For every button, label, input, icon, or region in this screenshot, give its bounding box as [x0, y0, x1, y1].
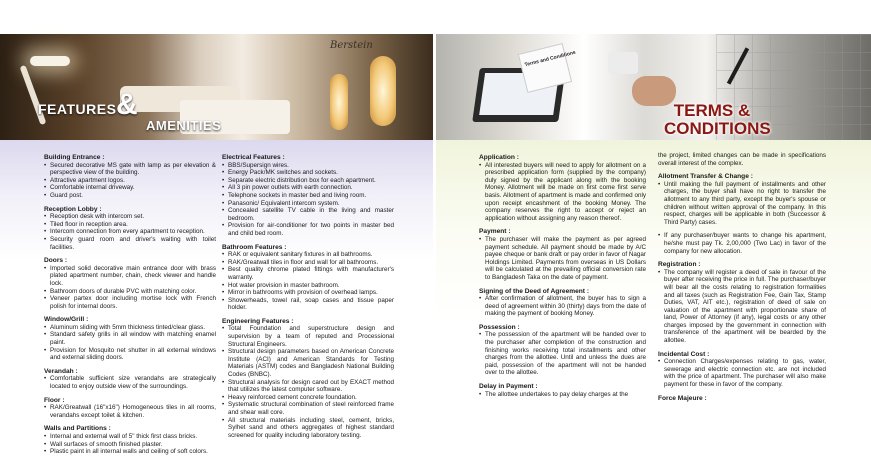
- section: [44, 257, 216, 310]
- bullet-item: • Separate electric distribution box for each apartment.: [222, 177, 394, 185]
- terms-content: [436, 140, 871, 441]
- desk-lamp-icon: [30, 56, 70, 66]
- features-content: [0, 140, 433, 456]
- section-title: Signing of the Deed of Agreement :: [479, 287, 590, 295]
- bullet-item: • Structural analysis for design cared out by EXACT method that utilizes the latest computer software.: [222, 379, 394, 394]
- bullet-item: • Total Foundation and superstructure design and supervision by a team of reputed and Processional Structural Engineers.: [222, 325, 394, 348]
- section: [658, 232, 826, 255]
- section-title: Electrical Features :: [222, 154, 285, 161]
- section-title: Possession :: [479, 323, 520, 331]
- terms-banner: [436, 34, 871, 140]
- shirt-cuff-graphic: [608, 52, 638, 74]
- bullet-item: • Provision for air-conditioner for two points in master bed and child bed room.: [222, 222, 394, 237]
- brand-label: Berstein: [330, 40, 373, 51]
- document-title: Terms and Conditions: [524, 49, 577, 69]
- bullet-item: • All 3 pin power outlets with earth connection.: [222, 184, 394, 192]
- section: [44, 397, 216, 420]
- bullet-item: • Secured decorative MS gate with lamp as per elevation & perspective view of the building.: [44, 162, 216, 177]
- bullet-item: • Comfortable internal driveway.: [44, 184, 216, 192]
- bullet-item: • All structural materials including steel, cement, bricks, Sylhet sand and others aggregates of highest standard screened for quality including laboratory testing.: [222, 417, 394, 440]
- bullet-item: • RAK/Greatwall (16"x16") Homogeneous tiles in all rooms, verandahs except toilet & kitchen.: [44, 404, 216, 419]
- section-title: Engineering Features :: [222, 317, 294, 325]
- bullet-item: • The possession of the apartment will be handed over to the purchaser after completion of the construction and finishing works receiving total installments and other charges from the allottee. Until and unless the dues are paid, possession of the apartment will not be handed over to the allottee.: [479, 331, 646, 377]
- bullet-item: • BBS/Supersign wires.: [222, 162, 394, 170]
- bullet-item: • Systematic structural combination of steel reinforced frame and shear wall core.: [222, 401, 394, 416]
- section: [658, 261, 826, 345]
- bullet-item: • Reception desk with intercom set.: [44, 213, 216, 221]
- terms-title-line2: CONDITIONS: [664, 119, 771, 138]
- bullet-item: • The allottee undertakes to pay delay charges at the: [479, 391, 646, 399]
- section: [658, 351, 826, 389]
- section-title: Window/Grill :: [44, 316, 89, 324]
- terms-column-2: [658, 152, 826, 408]
- ampersand-title: &: [116, 88, 138, 121]
- bullet-item: • Energy Pack/MK switches and sockets.: [222, 169, 394, 177]
- section: [44, 154, 216, 200]
- section: [222, 318, 394, 440]
- bullet-item: • Attractive apartment logos.: [44, 177, 216, 185]
- features-column-1: [44, 154, 216, 462]
- table-lamp-icon: [370, 56, 396, 126]
- features-banner: [0, 34, 433, 140]
- section-title: Force Majeure :: [658, 394, 707, 402]
- bullet-item: • Connection Charges/expenses relating to gas, water, sewerage and electric connection etc. are not included with the price of apartment. The purchaser will also make payment for these in favor of the company.: [658, 358, 826, 388]
- section-title: Delay in Payment :: [479, 383, 538, 391]
- bullet-item: • Intercom connection from every apartment to reception.: [44, 228, 216, 236]
- bullet-item: • All interested buyers will need to apply for allotment on a prescribed application form (supplied by the company) duly signed by the applicant along with the booking Money. Allotment will be made on first come first serve basis. Allotment of apartment is made and confirmed only upon receipt encashment of the booking Money. The company reserves the right to accept or reject an application without assigning any reason thereof.: [479, 162, 646, 223]
- section: [479, 324, 646, 377]
- bullet-item: • Plastic paint in all internal walls and ceiling of soft colors.: [44, 448, 216, 456]
- bullet-item: • Tiled floor in reception area.: [44, 221, 216, 229]
- bullet-item: • Standard safety grills in all window with matching enamel paint.: [44, 331, 216, 346]
- section-title: Reception Lobby :: [44, 205, 102, 213]
- section: [479, 154, 646, 222]
- paragraph: the project, limited changes can be made in specifications overall interest of the complex.: [658, 152, 826, 167]
- amenities-title: AMENITIES: [146, 118, 222, 133]
- section: [44, 206, 216, 252]
- terms-title-line1: TERMS &: [673, 101, 751, 120]
- bullet-item: • Panasonic/ Equivalent intercom system.: [222, 200, 394, 208]
- section: [222, 154, 394, 238]
- bullet-item: • Concealed satellite TV cable in the living and master bedroom.: [222, 207, 394, 222]
- section: [658, 395, 826, 403]
- terms-column-1: [479, 154, 646, 404]
- bullet-item: • Comfortable sufficient size verandahs are strategically located to enjoy outside view of the surroundings.: [44, 375, 216, 390]
- bullet-item: • Wall surfaces of smooth finished plaster.: [44, 441, 216, 449]
- bullet-item: • Best quality chrome plated fittings with manufacturer's warranty.: [222, 266, 394, 281]
- section-title: Bathroom Features :: [222, 243, 287, 251]
- section-title: Verandah :: [44, 367, 78, 375]
- bullet-item: • The company will register a deed of sale in favour of the buyer after receiving the price in full. The purchaser/buyer will bear all the costs relating to registration formalities and all taxes (such as Registration Fee, Gain Tax, Stamp Duties, VAT, AIT etc.), registration of deed of sale on valuation of the apartment with proportionate share of land, Power of Attorney (if any), legal costs or any other charges imposed by the government in connection with transference of the apartment will be bearded by the allottee.: [658, 269, 826, 345]
- bullet-item: • Bathroom doors of durable PVC with matching color.: [44, 288, 216, 296]
- bullet-item: • Aluminum sliding with 5mm thickness tinted/clear glass.: [44, 324, 216, 332]
- bullet-item: • Veneer partex door including mortise lock with French polish for internal doors.: [44, 295, 216, 310]
- bullet-item: • Imported solid decorative main entrance door with brass plated apartment number, chain, check viewer and handle lock.: [44, 265, 216, 288]
- bullet-item: • RAK or equivalent sanitary fixtures in all bathrooms.: [222, 251, 394, 259]
- bullet-item: • After confirmation of allotment, the buyer has to sign a deed of agreement within 30 (thirty) days from the date of making the payment of booking Money.: [479, 295, 646, 318]
- section-title: Allotment Transfer & Change :: [658, 173, 753, 181]
- bullet-item: • Showerheads, towel rail, soap cases and tissue paper holder.: [222, 297, 394, 312]
- bullet-item: • Structural design parameters based on American Concrete Institute (ACI) and American Standards for Testing Materials (ASTM) codes and Bangladesh National Building Codes (BNBC).: [222, 348, 394, 378]
- bullet-item: • Guard post.: [44, 192, 216, 200]
- bullet-item: • Hot water provision in master bathroom.: [222, 282, 394, 290]
- bullet-item: • Security guard room and driver's waiting with toilet facilities.: [44, 236, 216, 251]
- bullet-item: • Provision for Mosquito net shutter in all external windows and external sliding doors.: [44, 347, 216, 362]
- section: [658, 173, 826, 226]
- bullet-item: • Heavy reinforced cement concrete foundation.: [222, 394, 394, 402]
- floor-lamp-icon: [330, 74, 348, 130]
- section-title: Floor :: [44, 396, 65, 404]
- section-title: Incidental Cost :: [658, 350, 710, 358]
- section: [222, 244, 394, 312]
- bullet-item: • If any purchaser/buyer wants to change his apartment, he/she must pay Tk. 2,00,000 (Two Lac) in favor of the company for new allocation.: [658, 232, 826, 255]
- section: [44, 368, 216, 391]
- section: [658, 152, 826, 167]
- bullet-item: • Telephone sockets in master bed and living room.: [222, 192, 394, 200]
- bullet-item: • The purchaser will make the payment as per agreed payment schedule. All payment should be made by A/C payee cheque or bank draft or pay order in favor of Nagar Holdings Limited. Payments from overseas in US Dollars will be calculated at the prevailing official conversion rate to Bangladesh Taka on the date of payment.: [479, 236, 646, 282]
- top-margin: [0, 0, 871, 34]
- section-title: Walls and Partitions :: [44, 425, 111, 433]
- bullet-item: • Until making the full payment of installments and other charges, the buyer shall have no right to transfer the allotment to any third party, except the buyer's spouse or children without written approval of the company. In this respect, charges will be applicable in both (Successor & Third Party) cases.: [658, 181, 826, 227]
- section-title: Building Entrance :: [44, 154, 105, 161]
- bullet-item: • Internal and external wall of 5" thick first class bricks.: [44, 433, 216, 441]
- section: [479, 288, 646, 318]
- section: [44, 425, 216, 455]
- features-title: FEATURES: [38, 101, 117, 117]
- bullet-item: • RAK/Greatwall tiles in floor and wall for all bathrooms.: [222, 259, 394, 267]
- features-column-2: [222, 154, 394, 445]
- section-title: Payment :: [479, 228, 511, 236]
- section: [479, 383, 646, 398]
- bullet-item: • Mirror in bathrooms with provision of overhead lamps.: [222, 289, 394, 297]
- section-title: Registration :: [658, 261, 701, 269]
- section-title: Application :: [479, 154, 519, 161]
- section: [44, 316, 216, 362]
- section: [479, 228, 646, 281]
- section-title: Doors :: [44, 257, 68, 265]
